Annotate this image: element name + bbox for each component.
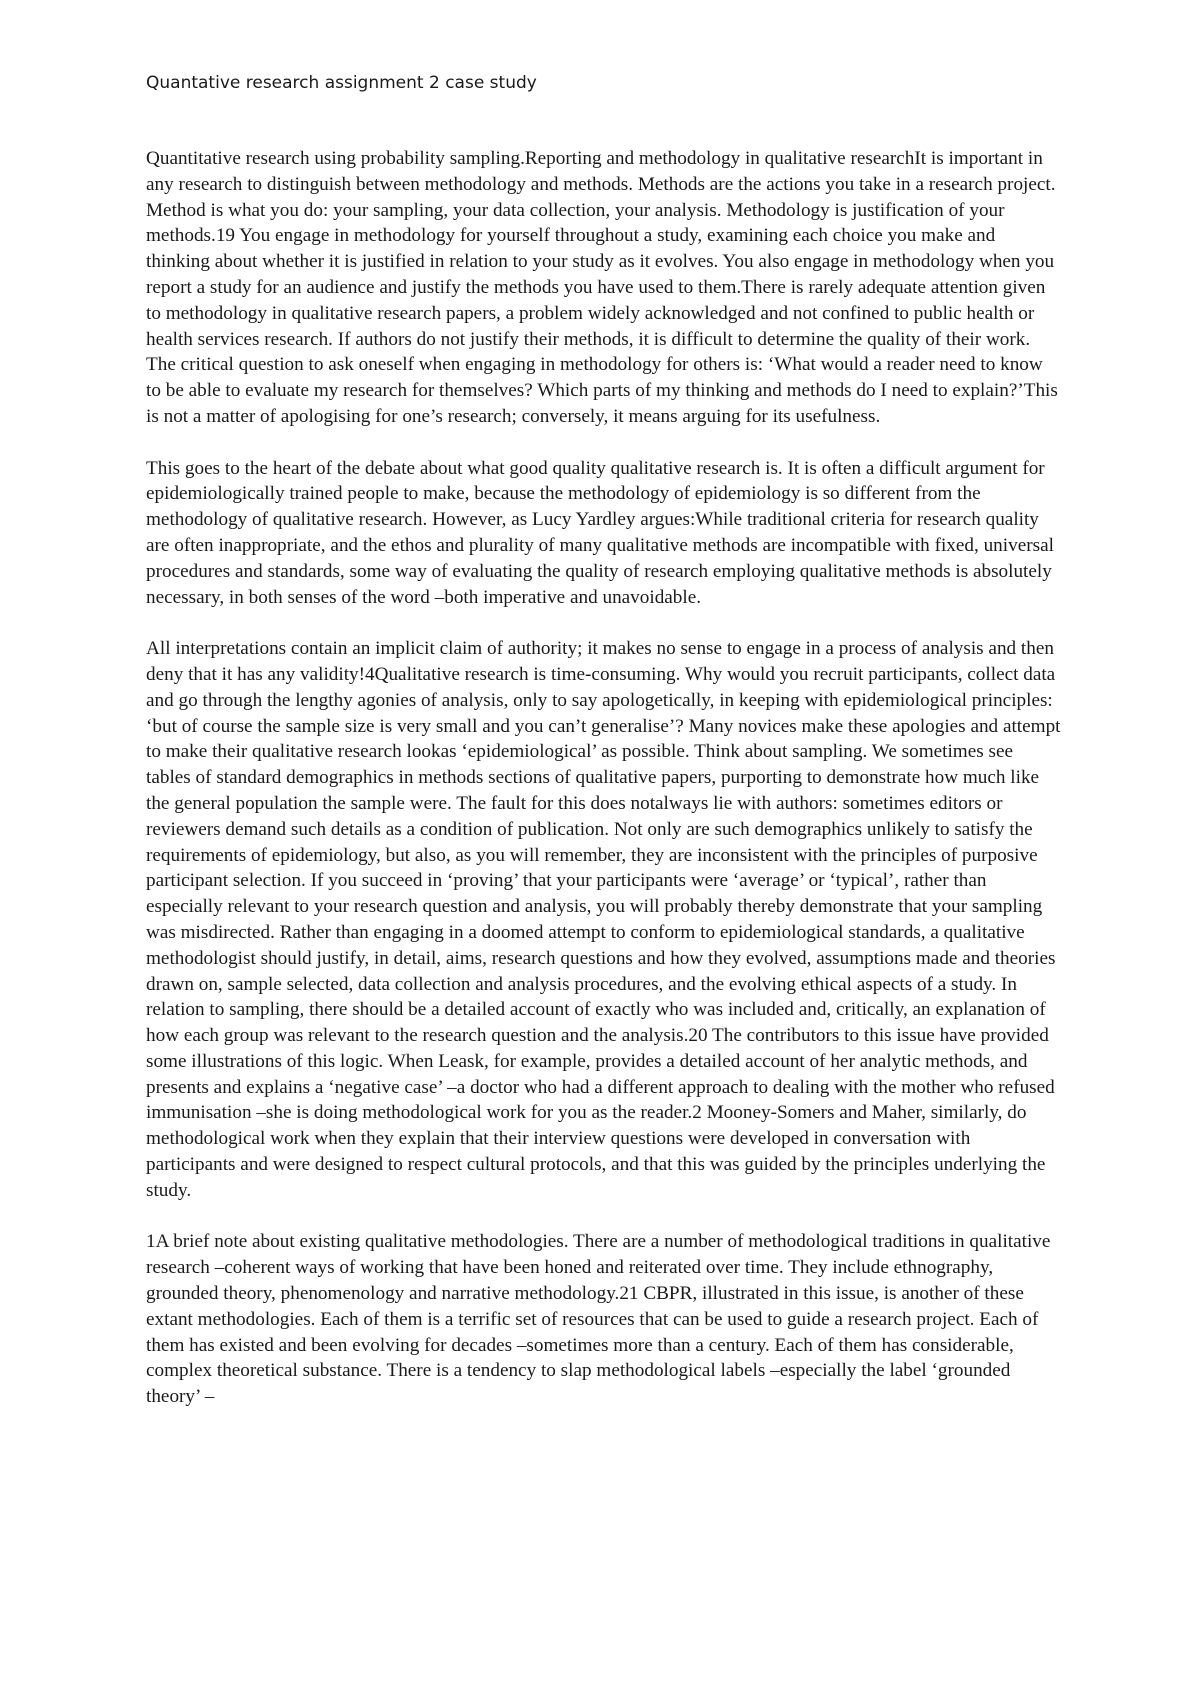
document-title: Quantative research assignment 2 case study (146, 73, 537, 93)
paragraph-2: This goes to the heart of the debate about what good quality qualitative research is. It is often a difficult argument for epidemiologically trained people to make, because the methodology of epidemiology is so different from the methodology of qualitative research. However, as Lucy Yardley argues:While traditional criteria for research quality are often inappropriate, and the ethos and plurality of many qualitative methods are incompatible with fixed, universal procedures and standards, some way of evaluating the quality of research employing qualitative methods is absolutely necessary, in both senses of the word –both imperative and unavoidable. (146, 457, 1054, 608)
document-body (146, 146, 1062, 1436)
paragraph-1: Quantitative research using probability sampling.Reporting and methodology in qualitative researchIt is important in any research to distinguish between methodology and methods. Methods are the actions you take in a research project. Method is what you do: your sampling, your data collection, your analysis. Methodology is justification of your methods.19 You engage in methodology for yourself throughout a study, examining each choice you make and thinking about whether it is justified in relation to your study as it evolves. You also engage in methodology when you report a study for an audience and justify the methods you have used to them.There is rarely adequate attention given to methodology in qualitative research papers, a problem widely acknowledged and not confined to public health or health services research. If authors do not justify their methods, it is difficult to determine the quality of their work. The critical question to ask oneself when engaging in methodology for others is: ‘What would a reader need to know to be able to evaluate my research for themselves? Which parts of my thinking and methods do I need to explain?’This is not a matter of apologising for one’s research; conversely, it means arguing for its usefulness. (146, 148, 1058, 427)
paragraph-3: All interpretations contain an implicit claim of authority; it makes no sense to engage in a process of analysis and then deny that it has any validity!4Qualitative research is time-consuming. Why would you recruit participants, collect data and go through the lengthy agonies of analysis, only to say apologetically, in keeping with epidemiological principles: ‘but of course the sample size is very small and you can’t generalise’? Many novices make these apologies and attempt to make their qualitative research lookas ‘epidemiological’ as possible. Think about sampling. We sometimes see tables of standard demographics in methods sections of qualitative papers, purporting to demonstrate how much like the general population the sample were. The fault for this does notalways lie with authors: sometimes editors or reviewers demand such details as a condition of publication. Not only are such demographics unlikely to satisfy the requirements of epidemiology, but also, as you will remember, they are inconsistent with the principles of purposive participant selection. If you succeed in ‘proving’ that your participants were ‘average’ or ‘typical’, rather than especially relevant to your research question and analysis, you will probably thereby demonstrate that your sampling was misdirected. Rather than engaging in a doomed attempt to conform to epidemiological standards, a qualitative methodologist should justify, in detail, aims, research questions and how they evolved, assumptions made and theories drawn on, sample selected, data collection and analysis procedures, and the evolving ethical aspects of a study. In relation to sampling, there should be a detailed account of exactly who was included and, critically, an explanation of how each group was relevant to the research question and the analysis.20 The contributors to this issue have provided some illustrations of this logic. When Leask, for example, provides a detailed account of her analytic methods, and presents and explains a ‘negative case’ –a doctor who had a different approach to dealing with the mother who refused immunisation –she is doing methodological work for you as the reader.2 Mooney-Somers and Maher, similarly, do methodological work when they explain that their interview questions were developed in conversation with participants and were designed to respect cultural protocols, and that this was guided by the principles underlying the study. (146, 638, 1061, 1201)
paragraph-4: 1A brief note about existing qualitative methodologies. There are a number of methodological traditions in qualitative research –coherent ways of working that have been honed and reiterated over time. They include ethnography, grounded theory, phenomenology and narrative methodology.21 CBPR, illustrated in this issue, is another of these extant methodologies. Each of them is a terrific set of resources that can be used to guide a research project. Each of them has existed and been evolving for decades –sometimes more than a century. Each of them has considerable, complex theoretical substance. There is a tendency to slap methodological labels –especially the label ‘grounded theory’ – (146, 1231, 1051, 1408)
